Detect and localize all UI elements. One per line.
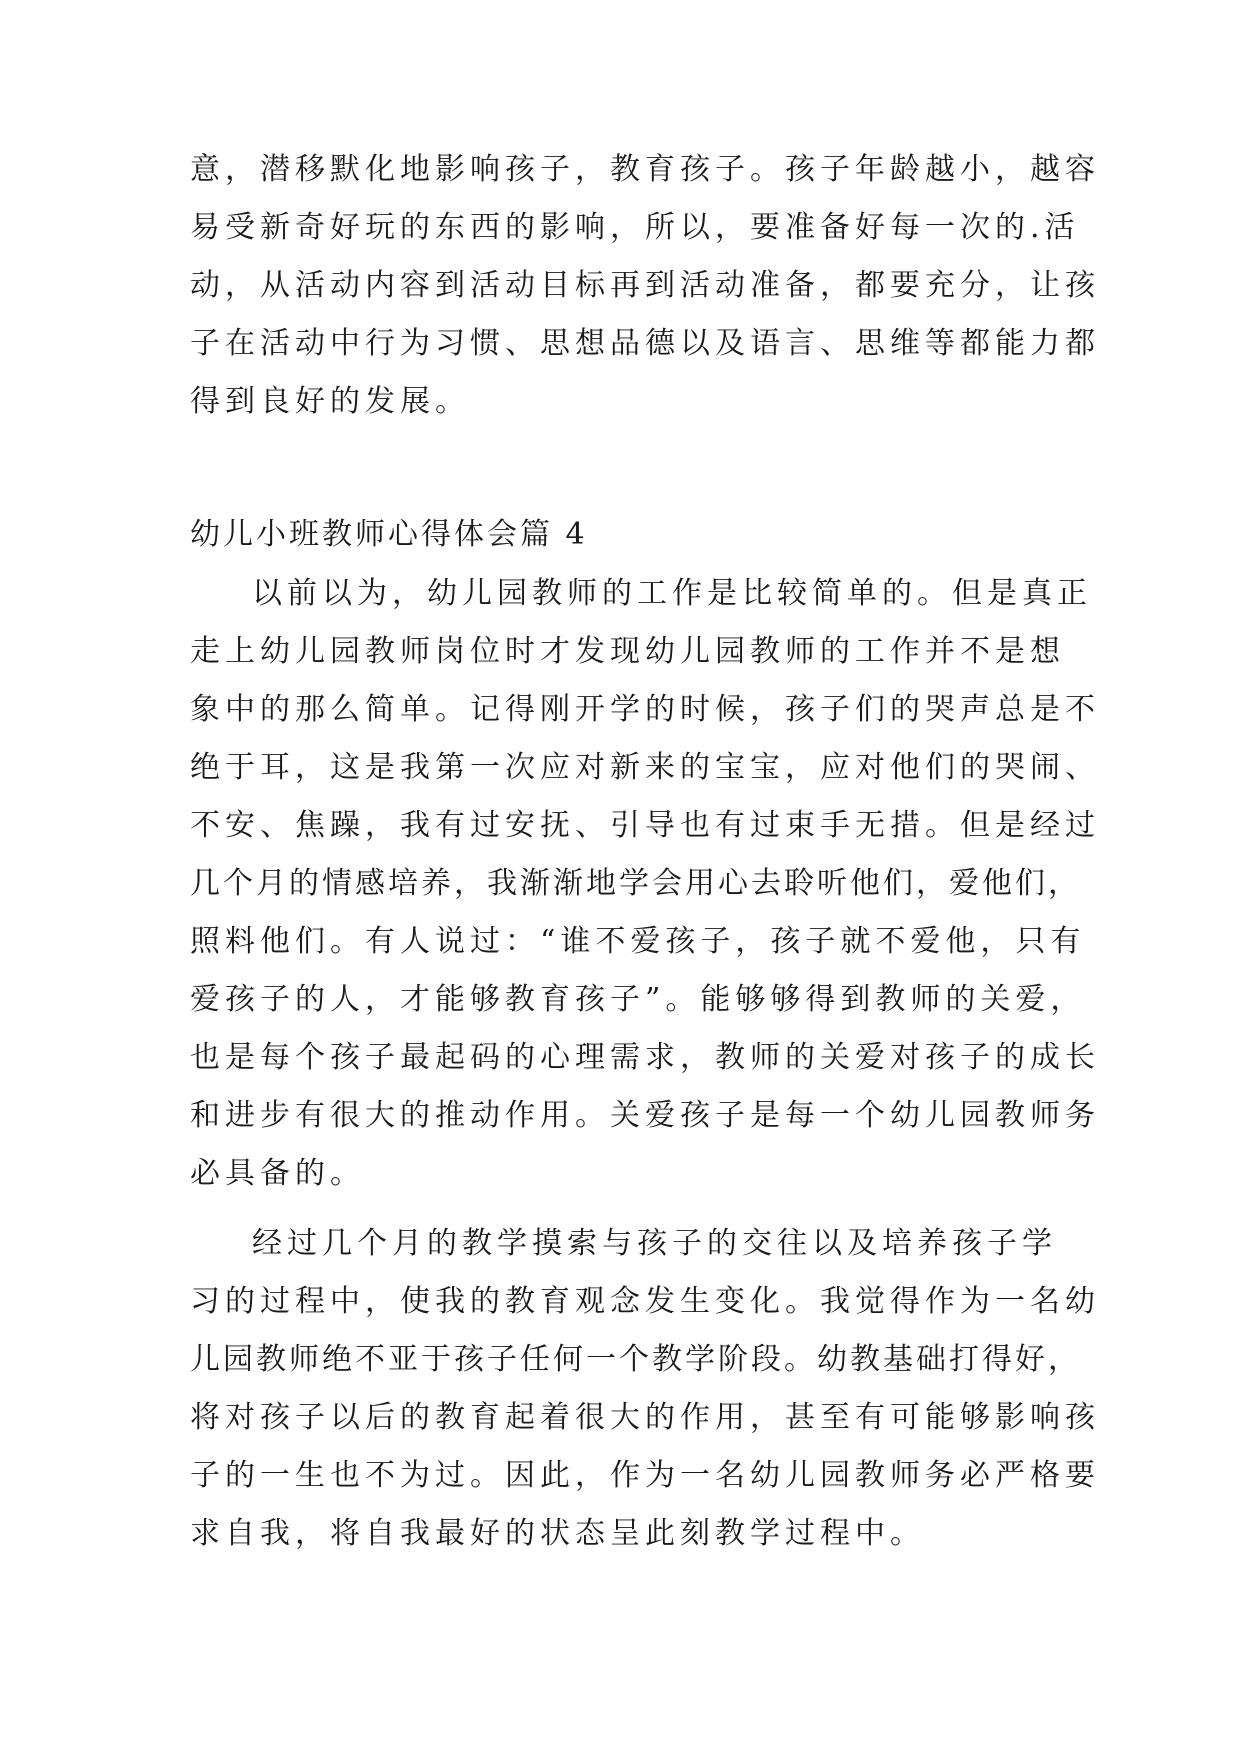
text-line: 绝于耳，这是我第一次应对新来的宝宝，应对他们的哭闹、: [190, 750, 1100, 785]
text-line: 子的一生也不为过。因此，作为一名幼儿园教师务必严格要: [190, 1458, 1100, 1493]
text-line: 爱孩子的人，才能够教育孩子”。能够够得到教师的关爱，: [190, 982, 1086, 1017]
text-line: 必具备的。: [190, 1156, 365, 1191]
text-line: 动，从活动内容到活动目标再到活动准备，都要充分，让孩: [190, 268, 1100, 303]
text-line: 不安、焦躁，我有过安抚、引导也有过束手无措。但是经过: [190, 808, 1100, 843]
text-line: 易受新奇好玩的东西的影响，所以，要准备好每一次的.活: [190, 210, 1080, 245]
text-line: 经过几个月的教学摸索与孩子的交往以及培养孩子学: [252, 1226, 1057, 1261]
text-line: 以前以为，幼儿园教师的工作是比较简单的。但是真正: [252, 576, 1092, 611]
section-heading: 幼儿小班教师心得体会篇 4: [190, 517, 588, 552]
text-line: 习的过程中，使我的教育观念发生变化。我觉得作为一名幼: [190, 1284, 1100, 1319]
text-line: 意，潜移默化地影响孩子，教育孩子。孩子年龄越小，越容: [190, 152, 1100, 187]
text-line: 儿园教师绝不亚于孩子任何一个教学阶段。幼教基础打得好，: [190, 1342, 1081, 1377]
text-line: 得到良好的发展。: [190, 384, 470, 419]
text-line: 象中的那么简单。记得刚开学的时候，孩子们的哭声总是不: [190, 692, 1100, 727]
text-line: 求自我，将自我最好的状态呈此刻教学过程中。: [190, 1516, 925, 1551]
text-line: 将对孩子以后的教育起着很大的作用，甚至有可能够影响孩: [190, 1400, 1100, 1435]
text-line: 几个月的情感培养，我渐渐地学会用心去聆听他们，爱他们，: [190, 866, 1081, 901]
text-line: 走上幼儿园教师岗位时才发现幼儿园教师的工作并不是想: [190, 634, 1065, 669]
text-line: 照料他们。有人说过：“谁不爱孩子，孩子就不爱他，只有: [190, 924, 1086, 959]
text-line: 也是每个孩子最起码的心理需求，教师的关爱对孩子的成长: [190, 1040, 1100, 1075]
text-line: 子在活动中行为习惯、思想品德以及语言、思维等都能力都: [190, 326, 1100, 361]
text-line: 和进步有很大的推动作用。关爱孩子是每一个幼儿园教师务: [190, 1098, 1100, 1133]
